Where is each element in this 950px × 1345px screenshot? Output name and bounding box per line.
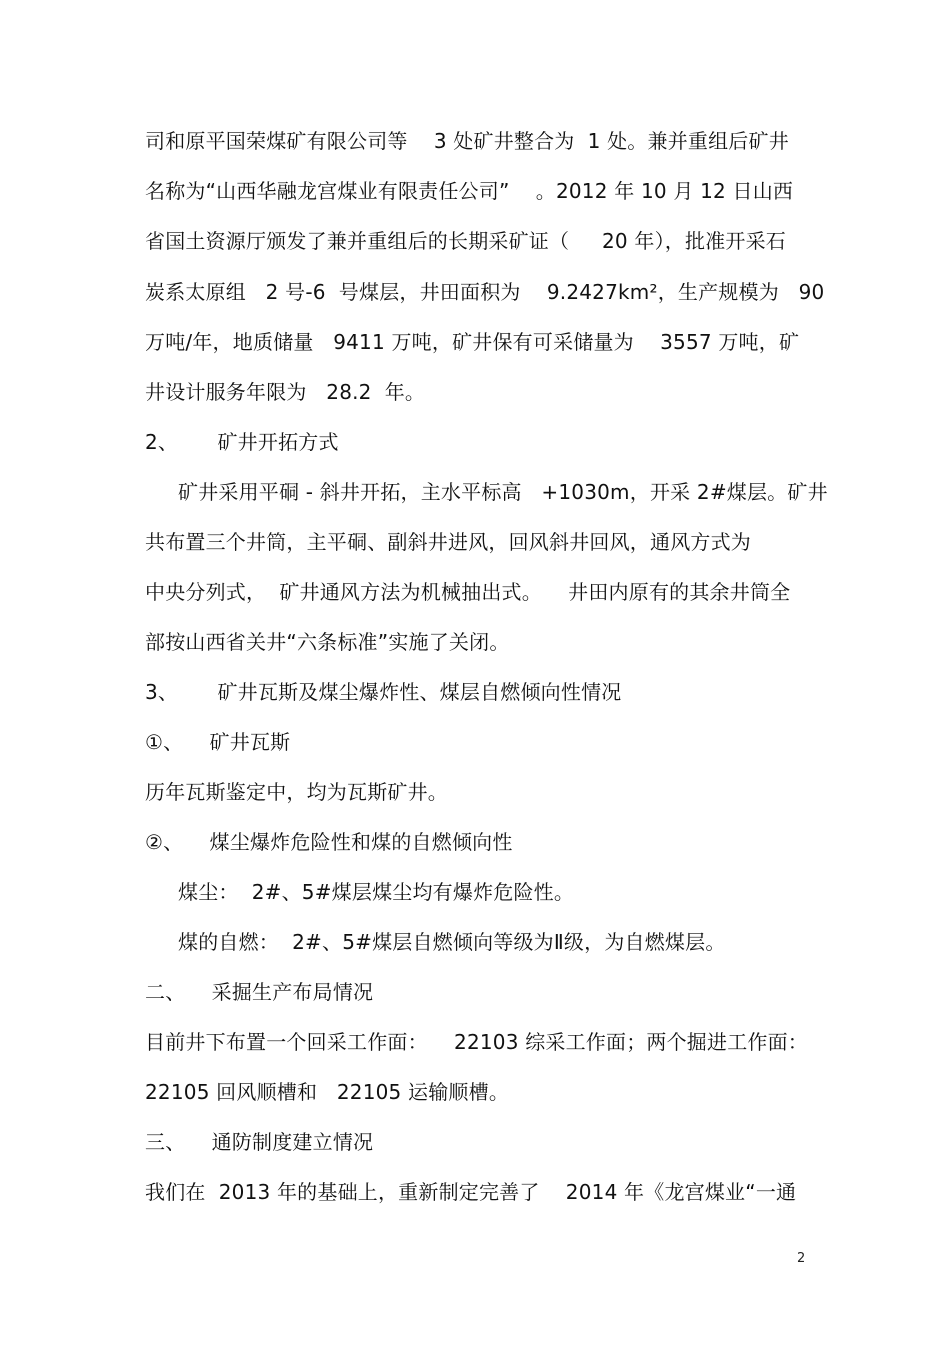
section-heading: 二、 采掘生产布局情况 (145, 980, 374, 1004)
text-line: 我们在 2013 年的基础上，重新制定完善了 2014 年《龙宫煤业“一通 (145, 1180, 797, 1204)
subsection-heading: ①、 矿井瓦斯 (145, 730, 291, 754)
text-line: 井设计服务年限为 28.2 年。 (145, 380, 426, 404)
subsection-heading: ②、 煤尘爆炸危险性和煤的自燃倾向性 (145, 830, 513, 854)
section-heading: 3、 矿井瓦斯及煤尘爆炸性、煤层自燃倾向性情况 (145, 680, 622, 704)
section-heading: 三、 通防制度建立情况 (145, 1130, 374, 1154)
text-line: 中央分列式， 矿井通风方法为机械抽出式。 井田内原有的其余井筒全 (145, 580, 791, 604)
page-number: 2 (797, 1251, 806, 1266)
text-line: 煤的自燃： 2#、5#煤层自燃倾向等级为Ⅱ级，为自燃煤层。 (178, 930, 726, 954)
text-line: 名称为“山西华融龙宫煤业有限责任公司” 。2012 年 10 月 12 日山西 (145, 179, 794, 203)
text-line: 炭系太原组 2 号-6 号煤层，井田面积为 9.2427km²，生产规模为 90 (145, 280, 825, 304)
text-line: 部按山西省关井“六条标准”实施了关闭。 (145, 630, 510, 654)
text-line: 共布置三个井筒，主平硐、副斜井进风，回风斜井回风，通风方式为 (145, 530, 751, 554)
text-line: 矿井采用平硐 - 斜井开拓，主水平标高 +1030m，开采 2#煤层。矿井 (178, 480, 828, 504)
text-line: 煤尘： 2#、5#煤层煤尘均有爆炸危险性。 (178, 880, 575, 904)
text-line: 22105 回风顺槽和 22105 运输顺槽。 (145, 1080, 510, 1104)
section-heading: 2、 矿井开拓方式 (145, 430, 339, 454)
text-line: 历年瓦斯鉴定中，均为瓦斯矿井。 (145, 780, 448, 804)
text-line: 省国土资源厅颁发了兼并重组后的长期采矿证（ 20 年），批准开采石 (145, 229, 786, 253)
text-line: 司和原平国荣煤矿有限公司等 3 处矿井整合为 1 处。兼并重组后矿井 (145, 129, 789, 153)
text-line: 万吨/年，地质储量 9411 万吨，矿井保有可采储量为 3557 万吨，矿 (145, 330, 800, 354)
text-line: 目前井下布置一个回采工作面： 22103 综采工作面；两个掘进工作面： (145, 1030, 809, 1054)
